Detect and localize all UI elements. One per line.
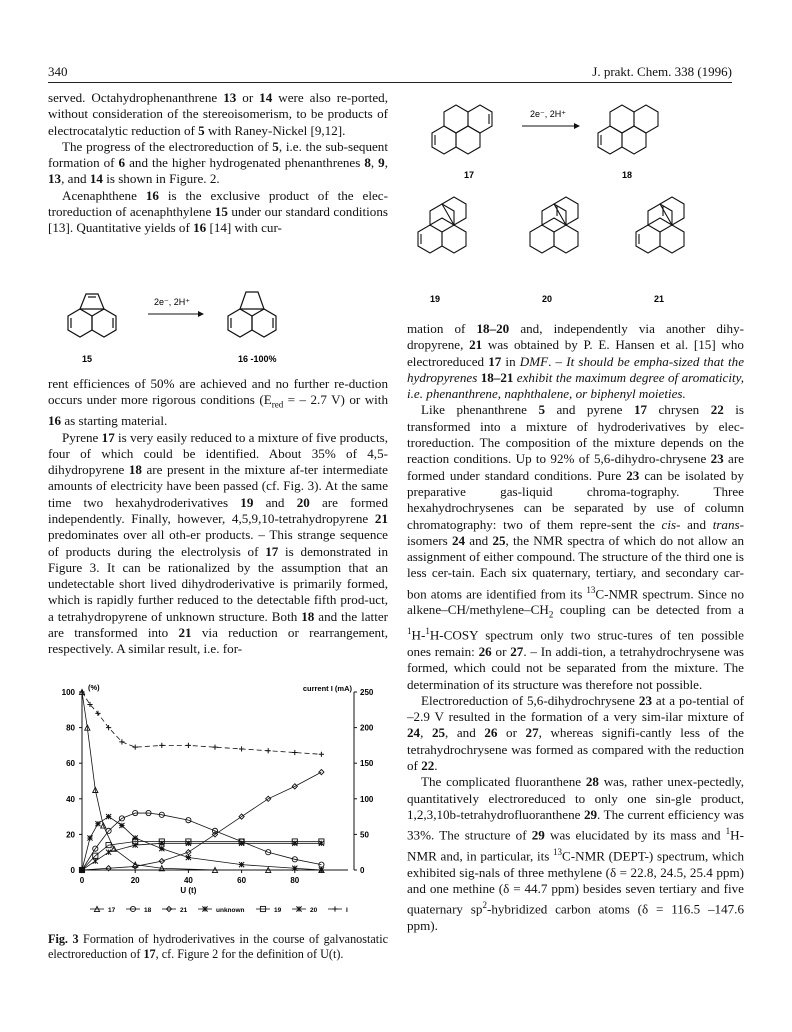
legend-label-17: 17 — [108, 907, 116, 914]
pyrene-17-structure — [432, 105, 492, 154]
y-axis-label-left: (%) — [88, 683, 100, 692]
y-tick-label-right: 150 — [360, 759, 374, 769]
data-point-I — [266, 748, 271, 753]
legend-label-20: 20 — [310, 907, 318, 914]
legend-label-I: I — [346, 907, 348, 914]
x-tick-label: 20 — [130, 876, 140, 885]
y-tick-label-left: 100 — [61, 688, 75, 697]
caption-label: Fig. 3 — [48, 932, 79, 946]
legend-marker-unknown — [202, 906, 207, 911]
hexahydropyrene-20-structure — [530, 197, 578, 253]
data-point-I — [186, 743, 191, 748]
x-tick-label: 80 — [290, 876, 300, 885]
hexahydropyrene-19-structure — [418, 197, 466, 253]
data-point-unknown — [159, 846, 164, 851]
reagent-label: 2e⁻, 2H⁺ — [530, 109, 567, 119]
legend-label-21: 21 — [180, 907, 188, 914]
data-point-unknown — [95, 821, 100, 826]
x-axis-label: U (t) — [180, 886, 197, 895]
y-tick-label-right: 200 — [360, 723, 374, 733]
figure-caption — [48, 932, 388, 962]
compound-label-20: 20 — [542, 294, 553, 304]
compound-label-16: 16 -100% — [238, 354, 277, 364]
right-column — [407, 321, 744, 934]
data-point-unknown — [87, 835, 92, 840]
x-tick-label: 40 — [183, 876, 193, 885]
paragraph: The complicated fluoranthene 28 was, rather unex-pectedly, quantitatively electroreduced to only one sin-gle product, 1,2,3,10b-tetrahydrofluoranthene 29. The current efficiency was 33%. The structure of 29 was elucidated by its mass and $^1$H-NMR and, in particular, its $^{13}$C-NMR (DEPT-) spectrum, which exhibited sig-nals of three methylene (δ = 22.8, 24.5, 25.4 ppm) and one methine (δ = 44.7 ppm) besides seven tertiary and five quaternary $sp^2$-hybridized carbon atoms (δ = 116.5 –147.6 ppm). — [407, 774, 745, 933]
journal-reference: J. prakt. Chem. 338 (1996) — [592, 64, 732, 79]
legend-label-18: 18 — [144, 907, 152, 914]
legend-marker-I — [332, 906, 337, 911]
paragraph: mation of 18–20 and, independently via another dihy-dropyrene, 21 was obtained by P. E. Hansen et al. [15] who electroreduced 17 in DMF. – It should be empha-sized that the hydropyrenes 18–21 exhibit the maximum degree of aromaticity, i.e. phenanthrene, naphthalene, or biphenyl moieties. — [407, 321, 745, 402]
y-tick-label-left: 80 — [66, 723, 75, 733]
x-tick-label: 60 — [237, 876, 247, 885]
data-point-I — [159, 743, 164, 748]
figure-3-chart — [48, 680, 390, 930]
y-tick-label-left: 0 — [70, 866, 75, 875]
legend-label-19: 19 — [274, 907, 282, 914]
paragraph: Electroreduction of 5,6-dihydrochrysene 23 at a po-tential of –2.9 V resulted in the formation of a very sim-ilar mixture of 24, 25, and 26 or 27, whereas signifi-cantly less of the tetrahydrochrysene was formed as compared with the reduction of 22. — [407, 692, 744, 774]
y-axis-label-right: current I (mA) — [302, 684, 352, 693]
y-tick-label-right: 0 — [360, 866, 365, 875]
page-number: 340 — [48, 64, 68, 79]
y-tick-label-left: 60 — [66, 759, 75, 769]
acenaphthylene-structure — [68, 294, 116, 337]
caption-compound: 17 — [143, 947, 156, 961]
reagent-label: 2e⁻, 2H⁺ — [154, 297, 191, 307]
data-point-I — [119, 739, 124, 744]
series-line-19 — [82, 842, 321, 870]
legend-label-unknown: unknown — [216, 907, 245, 914]
y-tick-label-right: 100 — [360, 794, 374, 804]
data-point-I — [133, 745, 138, 750]
scheme-pyrenes — [404, 84, 744, 314]
data-point-unknown — [133, 835, 138, 840]
acenaphthene-structure — [228, 292, 276, 337]
header-rule — [48, 82, 732, 83]
y-tick-label-right: 50 — [360, 830, 369, 840]
data-point-unknown — [319, 867, 324, 872]
data-point-I — [292, 750, 297, 755]
tetrahydropyrene-21-structure — [636, 197, 684, 253]
data-point-unknown — [292, 866, 297, 871]
data-point-unknown — [239, 862, 244, 867]
data-point-21 — [319, 770, 324, 775]
y-tick-label-left: 20 — [66, 830, 75, 840]
caption-text-end: , cf. Figure 2 for the definition of U(t). — [155, 947, 344, 961]
y-tick-label-left: 40 — [66, 794, 75, 804]
data-point-I — [319, 752, 324, 757]
series-line-21 — [82, 772, 321, 870]
compound-label-18: 18 — [622, 170, 633, 180]
scheme-acenaphthylene — [48, 276, 388, 366]
paragraph: Pyrene 17 is very easily reduced to a mixture of five products, four of which could be identified. About 35% of 4,5-dihydropyrene 18 are present in the mixture af-ter intermediate amounts of electricity have been passed (cf. Fig. 3). At the same time two hexahydroderivatives 19 and 20 are formed independently. Finally, however, 4,5,9,10-tetrahydropyrene 21 predominates over all oth-er products. – This strange sequence of products during the electrolysis of 17 is demonstrated in Figure 3. It can be rationalized by the assumption that an undetectable short lived dihydroderivative is primarily formed, which is rapidly further reduced to the detectable fifth prod-uct, a tetrahydropyrene of unknown structure. Both 18 and the latter are transformed into 21 via reduction or rearrangement, respectively. A similar result, i.e. for- — [48, 429, 388, 657]
data-point-unknown — [106, 814, 111, 819]
dihydropyrene-18-structure — [598, 105, 658, 154]
paragraph: The progress of the electroreduction of 5, i.e. the sub-sequent formation of 6 and the higher hydrogenated phenanthrenes 8, 9, 13, and 14 is shown in Figure. 2. — [48, 138, 388, 187]
paragraph: Like phenanthrene 5 and pyrene 17 chrysen 22 is transformed into a mixture of hydroderivatives by elec-troreduction. The composition of the mixture depends on the reaction conditions. Up to 92% of 5,6-dihydro-chrysene 23 are formed under standard conditions. Pure 23 can be isolated by preparative gas-liquid chroma-tography. Three hexahydrochrysenes can be separated by use of column chromatography: two of them repre-sent the cis- and trans-isomers 24 and 25, the NMR spectra of which do not allow an assignment of either compound. The structure of the third one is less cer-tain. Each six quaternary, tertiary, and secondary car-bon atoms are identified from its $^{13}$C-NMR spectrum. Since no alkene–$CH/methylene-CH_2$ coupling can be detected from a $^1$H-$^1$H-COSY spectrum only two struc-tures of ten possible ones remain: 26 or 27. – In addi-tion, a tetrahydrochrysene was formed, which could not be separated from the mixture. The determination of its structure was therefore not possible. — [407, 402, 745, 692]
data-point-unknown — [119, 823, 124, 828]
data-point-20 — [93, 859, 98, 864]
series-line-I — [82, 692, 321, 754]
x-tick-label: 0 — [79, 876, 85, 885]
paragraph: served. Octahydrophenanthrene 13 or 14 were also re-ported, without consideration of the stereoisomerism, to be products of electrocatalytic reduction of 5 with Raney-Nickel [9,12]. — [48, 90, 388, 138]
data-point-I — [239, 746, 244, 751]
paragraph: rent efficiences of 50% are achieved and no further re-duction occurs under more rigorous conditions ($E_{red}$ = – 2.7 V) or with 16 as starting material. — [48, 376, 388, 429]
left-column-bottom — [48, 376, 388, 658]
left-column-top — [48, 90, 388, 237]
caption-text: Formation of hydroderivatives in the course of galvanostatic electroreduction of — [48, 932, 388, 961]
data-point-unknown — [186, 855, 191, 860]
compound-label-17: 17 — [464, 170, 475, 180]
paragraph: Acenaphthene 16 is the exclusive product of the elec-troreduction of acenaphthylene 15 under our standard conditions [13]. Quantitative yields of 16 [14] with cur- — [48, 187, 388, 236]
compound-label-21: 21 — [654, 294, 665, 304]
y-tick-label-right: 250 — [360, 688, 374, 697]
compound-label-15: 15 — [82, 354, 93, 364]
data-point-20 — [106, 850, 111, 855]
compound-label-19: 19 — [430, 294, 441, 304]
data-point-I — [212, 745, 217, 750]
